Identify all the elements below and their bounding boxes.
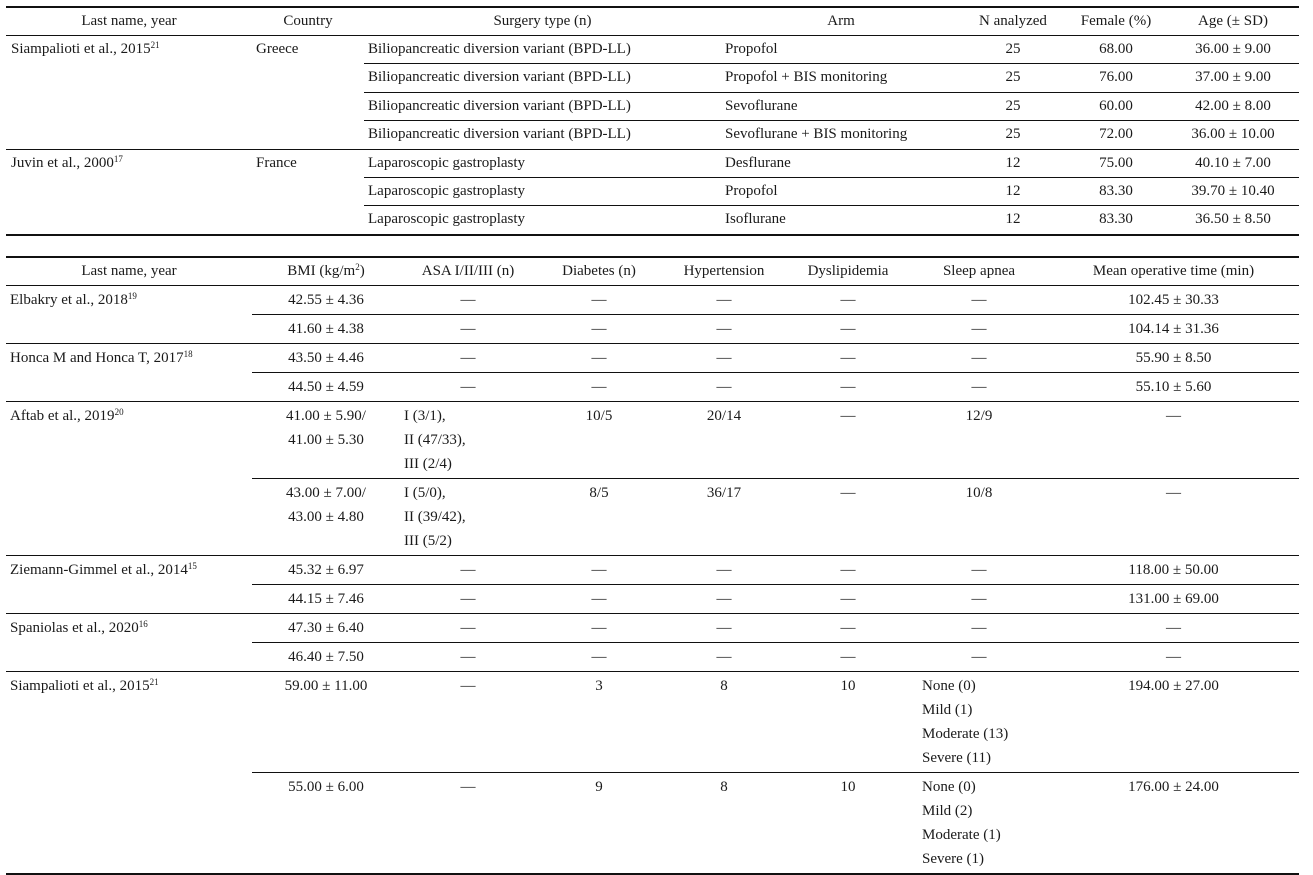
hypertension: — [662, 585, 786, 614]
age: 40.10 ± 7.00 [1167, 149, 1299, 177]
sleep-apnea-line: — [971, 379, 987, 395]
study-ref: 20 [114, 407, 124, 417]
table-row [6, 643, 1299, 672]
asa-line: — [460, 292, 476, 308]
dyslipidemia: — [840, 292, 856, 308]
diabetes: — [536, 643, 662, 672]
operative-time: 118.00 ± 50.00 [1048, 556, 1299, 585]
diabetes: — [536, 373, 662, 402]
study-name-empty [6, 373, 252, 402]
operative-time: — [1048, 479, 1299, 556]
surgery-type: Biliopancreatic diversion variant (BPD-LL) [364, 64, 721, 92]
bmi [252, 672, 400, 773]
operative-time: 102.45 ± 30.33 [1128, 292, 1219, 308]
bmi-line: 47.30 ± 6.40 [288, 620, 364, 636]
demographics-table [6, 6, 1299, 236]
n-analyzed: 12 [961, 206, 1065, 235]
n-analyzed: 25 [961, 64, 1065, 92]
asa [400, 286, 536, 315]
bmi [252, 373, 400, 402]
table-row [6, 402, 1299, 479]
bmi [252, 614, 400, 643]
study-name [6, 672, 252, 773]
dyslipidemia: — [786, 344, 910, 373]
operative-time: 176.00 ± 24.00 [1048, 773, 1299, 875]
asa [400, 479, 536, 556]
asa [400, 773, 536, 875]
hypertension: — [662, 643, 786, 672]
sleep-apnea-line: — [971, 591, 987, 607]
asa [400, 344, 536, 373]
country-empty [252, 178, 364, 206]
diabetes: 10/5 [536, 402, 662, 479]
hypertension: — [662, 344, 786, 373]
age: 36.00 ± 9.00 [1195, 41, 1271, 57]
dyslipidemia: — [786, 556, 910, 585]
study-name-empty [6, 773, 252, 875]
dyslipidemia: 10 [786, 773, 910, 875]
table1-body [6, 36, 1299, 235]
asa-line: — [460, 379, 476, 395]
n-analyzed: 12 [961, 149, 1065, 177]
dyslipidemia: — [786, 373, 910, 402]
bmi-line: 45.32 ± 6.97 [288, 562, 364, 578]
study-name-text: Aftab et al., 2019 [10, 408, 115, 424]
hypertension: — [716, 292, 732, 308]
bmi-line: 41.00 ± 5.90/ [286, 408, 366, 424]
study-name-empty [6, 315, 252, 344]
dyslipidemia: — [786, 402, 910, 479]
sleep-apnea-line: — [971, 350, 987, 366]
header-last-name: Last name, year [6, 7, 252, 36]
sleep-apnea [910, 585, 1048, 614]
header-dyslipidemia: Dyslipidemia [786, 257, 910, 286]
study-name-text: Juvin et al., 2000 [11, 154, 114, 171]
study-ref: 18 [183, 349, 193, 359]
bmi-line: 43.50 ± 4.46 [288, 350, 364, 366]
operative-time: 194.00 ± 27.00 [1048, 672, 1299, 773]
surgery-type: Biliopancreatic diversion variant (BPD-LL) [368, 41, 631, 57]
diabetes: 8/5 [536, 479, 662, 556]
table-row [6, 479, 1299, 556]
bmi [252, 479, 400, 556]
operative-time: — [1048, 402, 1299, 479]
asa [400, 585, 536, 614]
table-row [6, 92, 1299, 120]
arm: Sevoflurane + BIS monitoring [721, 121, 961, 149]
sleep-apnea-line: None (0) [922, 779, 976, 795]
asa-line: I (3/1), [404, 408, 446, 424]
sleep-apnea [910, 614, 1048, 643]
hypertension: — [662, 373, 786, 402]
arm: Propofol [721, 178, 961, 206]
bmi-line: 44.15 ± 7.46 [288, 591, 364, 607]
sleep-apnea-line: — [971, 321, 987, 337]
female-percent: 72.00 [1065, 121, 1167, 149]
diabetes: — [536, 315, 662, 344]
surgery-type: Biliopancreatic diversion variant (BPD-LL) [364, 121, 721, 149]
arm: Propofol [725, 41, 778, 57]
surgery-type: Laparoscopic gastroplasty [364, 178, 721, 206]
study-name-empty [6, 178, 252, 206]
country: Greece [256, 41, 299, 57]
study-name-empty [6, 92, 252, 120]
table2-body [6, 286, 1299, 875]
table-row [6, 373, 1299, 402]
table-row [6, 315, 1299, 344]
hypertension: 20/14 [662, 402, 786, 479]
bmi [252, 344, 400, 373]
asa-line: III (5/2) [404, 533, 452, 549]
study-name-text: Ziemann-Gimmel et al., 2014 [10, 562, 188, 578]
table-row [6, 178, 1299, 206]
asa [400, 643, 536, 672]
study-name [6, 556, 252, 585]
study-name-text: Elbakry et al., 2018 [10, 292, 128, 308]
header-last-name: Last name, year [6, 257, 252, 286]
arm: Sevoflurane [721, 92, 961, 120]
table-row [6, 206, 1299, 235]
study-name-empty [6, 64, 252, 92]
asa-line: — [460, 678, 476, 694]
study-name-text: Honca M and Honca T, 2017 [10, 350, 184, 366]
n-analyzed: 25 [961, 92, 1065, 120]
sleep-apnea-line: 10/8 [965, 485, 993, 501]
female-percent: 75.00 [1065, 149, 1167, 177]
table-row [6, 64, 1299, 92]
asa-line: — [460, 591, 476, 607]
study-name [6, 614, 252, 643]
female-percent: 60.00 [1065, 92, 1167, 120]
sleep-apnea-line: — [971, 649, 987, 665]
bmi-line: 59.00 ± 11.00 [284, 678, 368, 694]
dyslipidemia: — [786, 643, 910, 672]
n-analyzed: 25 [961, 121, 1065, 149]
asa [400, 373, 536, 402]
sleep-apnea-line: Moderate (13) [922, 726, 1009, 742]
country-empty [252, 64, 364, 92]
study-ref: 17 [113, 153, 123, 164]
table1-header-row [6, 7, 1299, 36]
sleep-apnea-line: — [971, 620, 987, 636]
country: France [252, 149, 364, 177]
age: 36.50 ± 8.50 [1167, 206, 1299, 235]
header-n-analyzed: N analyzed [961, 7, 1065, 36]
study-name-text: Spaniolas et al., 2020 [10, 620, 139, 636]
asa-line: — [460, 350, 476, 366]
age: 39.70 ± 10.40 [1167, 178, 1299, 206]
study-name-empty [6, 121, 252, 149]
header-arm: Arm [721, 7, 961, 36]
header-bmi [252, 257, 400, 286]
dyslipidemia: — [786, 479, 910, 556]
asa-line: — [460, 620, 476, 636]
dyslipidemia: — [786, 614, 910, 643]
table-row [6, 585, 1299, 614]
sleep-apnea [910, 672, 1048, 773]
bmi-line: 42.55 ± 4.36 [288, 292, 364, 308]
header-diabetes: Diabetes (n) [536, 257, 662, 286]
sleep-apnea-line: — [971, 292, 987, 308]
diabetes: 3 [536, 672, 662, 773]
study-ref: 16 [138, 619, 148, 629]
hypertension: — [662, 315, 786, 344]
asa-line: — [460, 779, 476, 795]
bmi [252, 402, 400, 479]
asa-line: II (39/42), [404, 509, 466, 525]
bmi [252, 286, 400, 315]
study-name [6, 286, 252, 315]
header-bmi-sup: 2 [355, 262, 360, 272]
hypertension: 8 [662, 773, 786, 875]
study-name [6, 344, 252, 373]
header-age: Age (± SD) [1167, 7, 1299, 36]
header-operative-time: Mean operative time (min) [1048, 257, 1299, 286]
country-empty [252, 92, 364, 120]
arm: Propofol + BIS monitoring [721, 64, 961, 92]
age: 37.00 ± 9.00 [1167, 64, 1299, 92]
sleep-apnea [910, 643, 1048, 672]
study-ref: 15 [187, 561, 197, 571]
bmi-line: 43.00 ± 4.80 [288, 509, 364, 525]
sleep-apnea-line: 12/9 [965, 408, 993, 424]
surgery-type: Biliopancreatic diversion variant (BPD-LL) [364, 92, 721, 120]
table-row [6, 773, 1299, 875]
sleep-apnea [910, 373, 1048, 402]
header-sleep-apnea: Sleep apnea [910, 257, 1048, 286]
asa [400, 402, 536, 479]
n-analyzed: 12 [961, 178, 1065, 206]
operative-time: 55.90 ± 8.50 [1048, 344, 1299, 373]
diabetes: — [536, 585, 662, 614]
sleep-apnea [910, 286, 1048, 315]
study-ref: 21 [149, 677, 159, 687]
surgery-type: Laparoscopic gastroplasty [364, 149, 721, 177]
surgery-type: Laparoscopic gastroplasty [364, 206, 721, 235]
bmi [252, 773, 400, 875]
operative-time: — [1048, 643, 1299, 672]
study-name-empty [6, 643, 252, 672]
sleep-apnea-line: Mild (2) [922, 803, 973, 819]
country-empty [252, 206, 364, 235]
table-row [6, 556, 1299, 585]
hypertension: — [662, 556, 786, 585]
header-female: Female (%) [1065, 7, 1167, 36]
operative-time: — [1048, 614, 1299, 643]
header-country: Country [252, 7, 364, 36]
study-ref: 21 [150, 40, 160, 50]
study-name-empty [6, 206, 252, 235]
sleep-apnea [910, 773, 1048, 875]
study-name-text: Siampalioti et al., 2015 [11, 41, 151, 57]
sleep-apnea-line: Moderate (1) [922, 827, 1001, 843]
table-row [6, 286, 1299, 315]
header-bmi-text: BMI (kg/m [287, 263, 356, 279]
header-bmi-close: ) [359, 263, 365, 279]
sleep-apnea-line: None (0) [922, 678, 976, 694]
sleep-apnea [910, 344, 1048, 373]
study-name [6, 36, 252, 64]
table-row [6, 672, 1299, 773]
asa-line: II (47/33), [404, 432, 466, 448]
study-name-text: Siampalioti et al., 2015 [10, 678, 150, 694]
table-row [6, 344, 1299, 373]
age: 42.00 ± 8.00 [1167, 92, 1299, 120]
table2-header-row [6, 257, 1299, 286]
bmi [252, 556, 400, 585]
study-name-empty [6, 479, 252, 556]
female-percent: 68.00 [1099, 41, 1133, 57]
diabetes: 9 [536, 773, 662, 875]
asa [400, 614, 536, 643]
asa-line: — [460, 321, 476, 337]
asa-line: — [460, 562, 476, 578]
female-percent: 83.30 [1065, 178, 1167, 206]
diabetes: — [536, 614, 662, 643]
sleep-apnea-line: — [971, 562, 987, 578]
age: 36.00 ± 10.00 [1167, 121, 1299, 149]
country-empty [252, 121, 364, 149]
header-hypertension: Hypertension [662, 257, 786, 286]
diabetes: — [536, 344, 662, 373]
study-ref: 19 [127, 291, 137, 301]
dyslipidemia: — [786, 585, 910, 614]
sleep-apnea [910, 479, 1048, 556]
table-row [6, 149, 1299, 177]
asa [400, 556, 536, 585]
hypertension: 8 [662, 672, 786, 773]
bmi-line: 46.40 ± 7.50 [288, 649, 364, 665]
sleep-apnea-line: Severe (1) [922, 851, 985, 867]
dyslipidemia: — [786, 315, 910, 344]
asa-line: III (2/4) [404, 456, 452, 472]
female-percent: 83.30 [1065, 206, 1167, 235]
n-analyzed: 25 [1005, 41, 1021, 57]
clinical-characteristics-table [6, 256, 1299, 875]
sleep-apnea-line: Mild (1) [922, 702, 973, 718]
asa [400, 672, 536, 773]
bmi-line: 41.60 ± 4.38 [288, 321, 364, 337]
bmi [252, 643, 400, 672]
asa-line: I (5/0), [404, 485, 446, 501]
table-row [6, 121, 1299, 149]
bmi-line: 55.00 ± 6.00 [288, 779, 364, 795]
sleep-apnea [910, 556, 1048, 585]
bmi-line: 43.00 ± 7.00/ [286, 485, 366, 501]
header-surgery-type: Surgery type (n) [364, 7, 721, 36]
study-name-empty [6, 585, 252, 614]
diabetes: — [536, 556, 662, 585]
operative-time: 55.10 ± 5.60 [1048, 373, 1299, 402]
hypertension: — [662, 614, 786, 643]
sleep-apnea [910, 402, 1048, 479]
bmi [252, 585, 400, 614]
dyslipidemia: 10 [786, 672, 910, 773]
asa-line: — [460, 649, 476, 665]
arm: Isoflurane [721, 206, 961, 235]
operative-time: 131.00 ± 69.00 [1048, 585, 1299, 614]
operative-time: 104.14 ± 31.36 [1048, 315, 1299, 344]
asa [400, 315, 536, 344]
bmi-line: 44.50 ± 4.59 [288, 379, 364, 395]
bmi-line: 41.00 ± 5.30 [288, 432, 364, 448]
female-percent: 76.00 [1065, 64, 1167, 92]
sleep-apnea-line: Severe (11) [922, 750, 991, 766]
sleep-apnea [910, 315, 1048, 344]
study-name [6, 149, 252, 177]
table-row [6, 614, 1299, 643]
bmi [252, 315, 400, 344]
diabetes: — [591, 292, 607, 308]
table-row [6, 36, 1299, 64]
header-asa: ASA I/II/III (n) [400, 257, 536, 286]
arm: Desflurane [721, 149, 961, 177]
study-name [6, 402, 252, 479]
hypertension: 36/17 [662, 479, 786, 556]
